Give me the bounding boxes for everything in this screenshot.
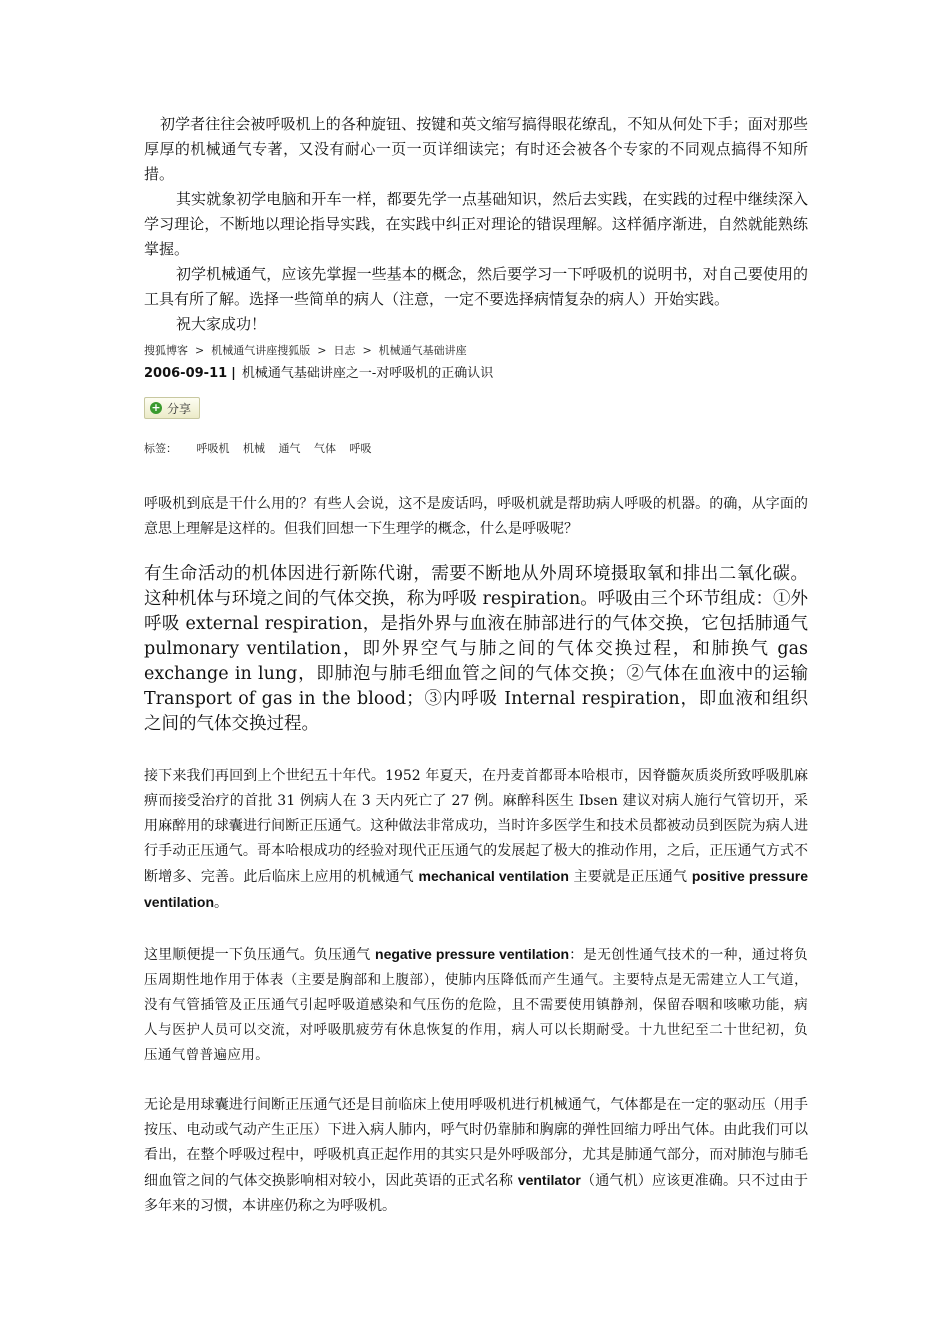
post-date: 2006-09-11	[144, 366, 228, 381]
breadcrumb	[144, 341, 808, 361]
tag-link[interactable]: 通气	[278, 442, 301, 455]
breadcrumb-journal-link[interactable]: 日志	[333, 344, 356, 357]
paragraph-text: 主要就是正压通气	[568, 869, 692, 885]
article-page	[144, 112, 808, 1219]
post-title: 机械通气基础讲座之一-对呼吸机的正确认识	[241, 366, 494, 381]
paragraph-text: 无论是用球囊进行间断正压通气还是目前临床上使用呼吸机进行机械通气，气体都是在一定的驱动压（用手按压、电动或气动产生正压）下进入病人肺内，呼气时仍靠肺和胸廓的弹性回缩力呼出气体。由此我们可以看出，在整个呼吸过程中，呼吸机真正起作用的其实只是外呼吸部分，尤其是肺通气部分，而对肺泡与肺毛细血管之间的气体交换影响相对较小，因此英语的正式名称	[144, 1097, 808, 1189]
plus-icon: +	[151, 401, 161, 414]
body-paragraph-1: 呼吸机到底是干什么用的？有些人会说，这不是废话吗，呼吸机就是帮助病人呼吸的机器。的确，从字面的意思上理解是这样的。但我们回想一下生理学的概念，什么是呼吸呢？	[144, 496, 808, 537]
term-positive-pressure-ventilation: positive pressure ventilation	[144, 868, 809, 910]
intro-paragraph-4: 祝大家成功！	[176, 315, 267, 333]
body-paragraph-5	[144, 1093, 808, 1219]
intro-paragraph-3: 初学机械通气，应该先掌握一些基本的概念，然后要学习一下呼吸机的说明书，对自己要使用的工具有所了解。选择一些简单的病人（注意，一定不要选择病情复杂的病人）开始实践。	[144, 265, 808, 308]
paragraph-text: ：是无创性通气技术的一种，通过将负压周期性地作用于体表（主要是胸部和上腹部），使肺内压降低而产生通气。主要特点是无需建立人工气道，没有气管插管及正压通气引起呼吸道感染和气压伤的危险，且不需要使用镇静剂，保留吞咽和咳嗽功能，病人与医护人员可以交流，对呼吸肌疲劳有休息恢复的作用，病人可以长期耐受。十九世纪至二十世纪初，负压通气曾普遍应用。	[144, 947, 808, 1063]
tag-link[interactable]: 气体	[314, 442, 336, 455]
intro-paragraph-2: 其实就象初学电脑和开车一样，都要先学一点基础知识，然后去实践，在实践的过程中继续深入学习理论，不断地以理论指导实践，在实践中纠正对理论的错误理解。这样循序渐进，自然就能熟练掌握。	[144, 190, 808, 258]
breadcrumb-separator: >	[317, 344, 327, 357]
breadcrumb-channel-link[interactable]: 机械通气讲座搜狐版	[211, 344, 311, 357]
term-mechanical-ventilation: mechanical ventilation	[418, 868, 569, 884]
paragraph-text: 。	[214, 895, 229, 911]
breadcrumb-category-link[interactable]: 机械通气基础讲座	[378, 344, 467, 357]
term-negative-pressure-ventilation: negative pressure ventilation	[375, 946, 570, 962]
share-button[interactable]	[144, 397, 200, 419]
term-ventilator: ventilator	[517, 1172, 581, 1188]
share-label: 分享	[167, 401, 192, 416]
tag-link[interactable]: 呼吸	[349, 442, 372, 455]
breadcrumb-separator: >	[195, 344, 205, 357]
breadcrumb-separator: >	[362, 344, 372, 357]
post-header	[144, 363, 808, 385]
tags-label: 标签：	[144, 442, 177, 455]
tag-link[interactable]: 呼吸机	[196, 442, 230, 455]
intro-section	[144, 112, 808, 337]
intro-paragraph-1: 初学者往往会被呼吸机上的各种旋钮、按键和英文缩写搞得眼花缭乱，不知从何处下手；面对那些厚厚的机械通气专著，又没有耐心一页一页详细读完；有时还会被各个专家的不同观点搞得不知所措。	[144, 115, 808, 183]
tag-link[interactable]: 机械	[243, 442, 265, 455]
body-paragraph-2: 有生命活动的机体因进行新陈代谢，需要不断地从外周环境摄取氧和排出二氧化碳。这种机体与环境之间的气体交换，称为呼吸 respiration。呼吸由三个环节组成：①外呼吸 external respiration，是指外界与血液在肺部进行的气体交换，它包括肺通气 pulmonary ventilation，即外界空气与肺之间的气体交换过程，和肺换气 gas exchange in lung，即肺泡与肺毛细血管之间的气体交换；②气体在血液中的运输 Transport of gas in the blood；③内呼吸 Internal respiration，即血液和组织之间的气体交换过程。	[144, 564, 808, 734]
body-paragraph-4	[144, 942, 808, 1068]
paragraph-text: （通气机）应该更准确。只不过由于多年来的习惯，本讲座仍称之为呼吸机。	[144, 1173, 809, 1214]
body-paragraph-3	[144, 764, 808, 916]
post-divider: |	[231, 366, 236, 381]
breadcrumb-blog-link[interactable]: 搜狐博客	[144, 344, 188, 357]
tags-row	[144, 439, 808, 459]
paragraph-text: 接下来我们再回到上个世纪五十年代。1952 年夏天，在丹麦首都哥本哈根市，因脊髓灰质炎所致呼吸肌麻痹而接受治疗的首批 31 例病人在 3 天内死亡了 27 例。麻醉科医生 Ibsen 建议对病人施行气管切开，采用麻醉用的球囊进行间断正压通气。这种做法非常成功，当时许多医学生和技术员都被动员到医院为病人进行手动正压通气。哥本哈根成功的经验对现代正压通气的发展起了极大的推动作用，之后，正压通气方式不断增多、完善。此后临床上应用的机械通气	[144, 768, 808, 885]
paragraph-text: 这里顺便提一下负压通气。负压通气	[144, 947, 376, 963]
